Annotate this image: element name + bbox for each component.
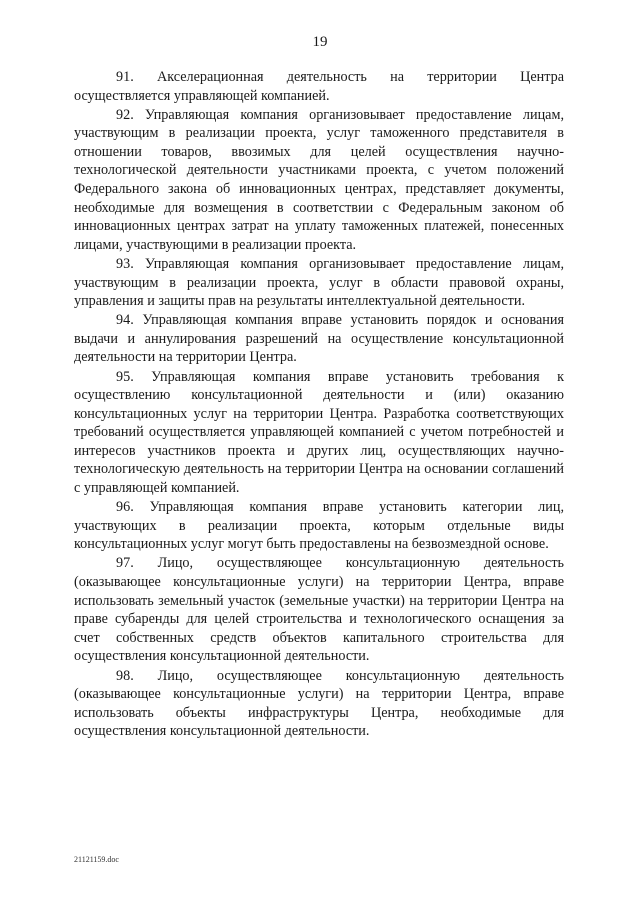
- paragraph-97: 97. Лицо, осуществляющее консультационную деятельность (оказывающее консультационные услуги) на территории Центра, вправе использовать земельный участок (земельные участки) на территории Центра на праве субаренды для целей строительства и технологического оснащения за счет собственных средств объектов капитального строительства для осуществления консультационной деятельности.: [74, 555, 564, 665]
- paragraph-95: 95. Управляющая компания вправе установить требования к осуществлению консультационной деятельности и (или) оказанию консультационных услуг на территории Центра. Разработка соответствующих требований осуществляется управляющей компанией с учетом потребностей и интересов участников проекта и других лиц, осуществляющих научно-технологическую деятельность на территории Центра на основании соглашений с управляющей компанией.: [74, 368, 564, 497]
- paragraph-94: 94. Управляющая компания вправе установить порядок и основания выдачи и аннулирования разрешений на осуществление консультационной деятельности на территории Центра.: [74, 312, 564, 366]
- page-number: 19: [312, 34, 328, 50]
- paragraph-96: 96. Управляющая компания вправе установить категории лиц, участвующих в реализации проекта, которым отдельные виды консультационных услуг могут быть предоставлены на безвозмездной основе.: [74, 499, 564, 553]
- paragraph-93: 93. Управляющая компания организовывает предоставление лицам, участвующим в реализации проекта, услуг в области правовой охраны, управления и защиты прав на результаты интеллектуальной деятельности.: [74, 255, 564, 310]
- document-body: [74, 68, 564, 741]
- paragraph-92: 92. Управляющая компания организовывает предоставление лицам, участвующим в реализации проекта, услуг таможенного представителя в отношении товаров, ввозимых для целей осуществления научно-технологической деятельности участниками проекта, с учетом положений Федерального закона об инновационных центрах, представляет документы, необходимые для возмещения в соответствии с Федеральным законом об инновационных центрах затрат на уплату таможенных платежей, понесенных лицами, участвующими в реализации проекта.: [74, 106, 564, 253]
- paragraph-98: 98. Лицо, осуществляющее консультационную деятельность (оказывающее консультационные услуги) на территории Центра, вправе использовать объекты инфраструктуры Центра, необходимые для осуществления консультационной деятельности.: [74, 667, 564, 740]
- document-filename: 21121159.doc: [74, 855, 119, 864]
- paragraph-91: 91. Акселерационная деятельность на территории Центра осуществляется управляющей компанией.: [74, 69, 564, 104]
